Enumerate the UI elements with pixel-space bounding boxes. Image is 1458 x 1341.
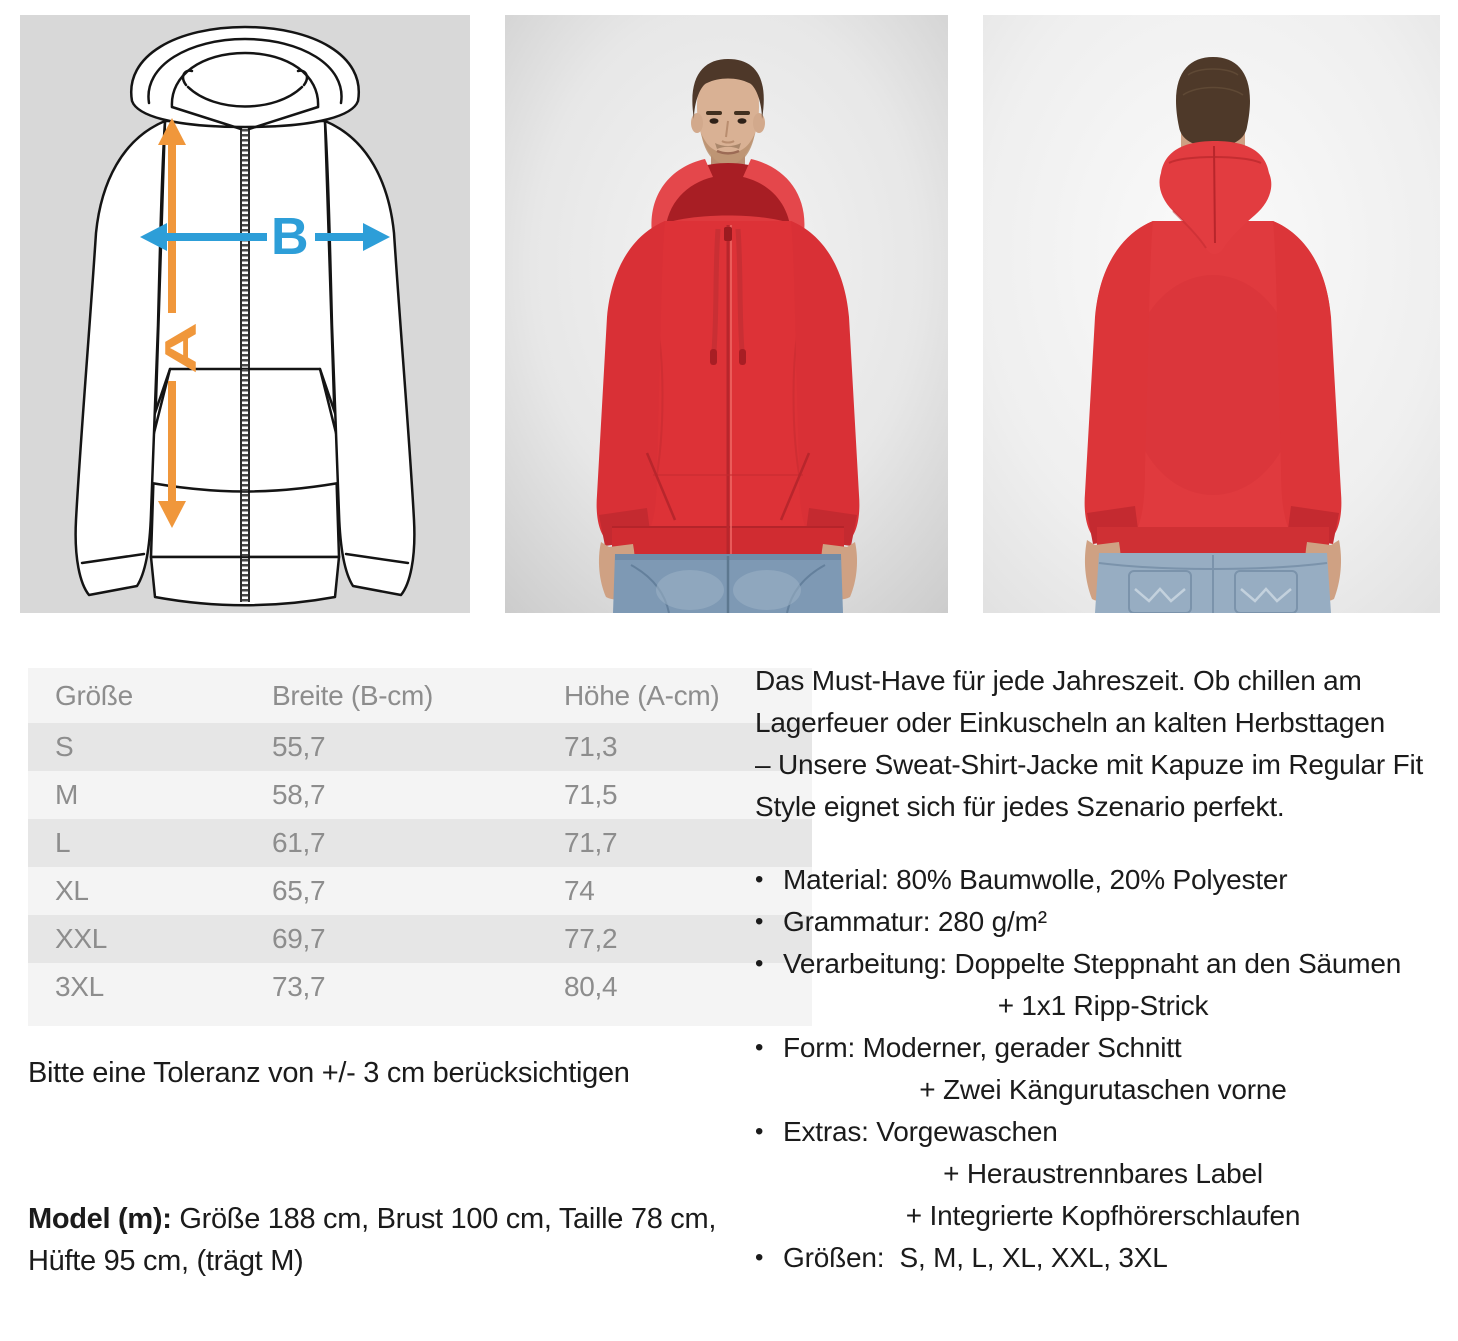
feature-item (755, 859, 1455, 901)
bullet-icon: • (755, 950, 764, 977)
table-footer-pad (28, 1011, 812, 1026)
feature-row (755, 943, 1455, 985)
value-cell: 58,7 (272, 779, 326, 810)
bullet-icon: • (755, 866, 764, 893)
table-header-row (28, 668, 812, 723)
size-table (28, 668, 812, 1026)
feature-subline: + Integrierte Kopfhörerschlaufen (905, 1200, 1301, 1231)
description-line: Das Must-Have für jede Jahreszeit. Ob chillen am (755, 665, 1362, 696)
model-front-photo (505, 15, 948, 613)
value-cell: 74 (564, 875, 595, 906)
size-diagram-panel (20, 15, 470, 613)
column-header: Breite (B-cm) (272, 679, 433, 711)
size-cell: XL (55, 875, 89, 906)
value-cell: 77,2 (564, 923, 618, 954)
feature-item (755, 1111, 1455, 1237)
size-cell: L (55, 827, 71, 858)
value-cell: 71,3 (564, 731, 618, 762)
model-info-line: Hüfte 95 cm, (trägt M) (28, 1245, 304, 1277)
description-line: Lagerfeuer oder Einkuscheln an kalten Herbsttagen (755, 707, 1385, 738)
value-cell: 71,7 (564, 827, 618, 858)
feature-item (755, 1237, 1455, 1279)
feature-subline: + Zwei Kängurutaschen vorne (919, 1074, 1287, 1105)
table-row (28, 915, 812, 963)
feature-row (755, 1111, 1455, 1153)
feature-item (755, 1027, 1455, 1111)
table-body (28, 723, 812, 1011)
tolerance-note: Bitte eine Toleranz von +/- 3 cm berücksichtigen (28, 1057, 630, 1089)
description-line: Style eignet sich für jedes Szenario perfekt. (755, 791, 1285, 822)
model-info-label: Model (m): (28, 1203, 172, 1235)
column-header: Höhe (A-cm) (564, 679, 720, 711)
size-cell: 3XL (55, 971, 104, 1002)
bullet-icon: • (755, 908, 764, 935)
front-photo-panel (505, 15, 948, 613)
product-description (755, 660, 1455, 1279)
feature-row (755, 859, 1455, 901)
bullet-icon: • (755, 1118, 764, 1145)
width-arrow-label: B (271, 208, 309, 266)
feature-text: Verarbeitung: Doppelte Steppnaht an den Säumen (783, 948, 1402, 979)
back-photo-panel (983, 15, 1440, 613)
model-info (28, 1198, 716, 1282)
feature-text: Form: Moderner, gerader Schnitt (783, 1032, 1182, 1063)
table-row (28, 723, 812, 771)
feature-row (755, 901, 1455, 943)
model-info-line: Größe 188 cm, Brust 100 cm, Taille 78 cm, (179, 1203, 717, 1235)
feature-text: Grammatur: 280 g/m² (783, 906, 1047, 937)
feature-subline: + 1x1 Ripp-Strick (997, 990, 1209, 1021)
height-arrow-label: A (155, 321, 206, 374)
feature-item (755, 943, 1455, 1027)
table-row (28, 963, 812, 1011)
value-cell: 61,7 (272, 827, 326, 858)
value-cell: 80,4 (564, 971, 618, 1002)
value-cell: 69,7 (272, 923, 326, 954)
column-header: Größe (55, 679, 133, 711)
table-row (28, 867, 812, 915)
value-cell: 71,5 (564, 779, 618, 810)
feature-row (755, 1237, 1455, 1279)
zipper-line (241, 129, 249, 602)
feature-list (755, 859, 1455, 1279)
value-cell: 65,7 (272, 875, 326, 906)
man-back (1176, 57, 1250, 149)
description-line: – Unsere Sweat-Shirt-Jacke mit Kapuze im Regular Fit (755, 749, 1424, 780)
value-cell: 55,7 (272, 731, 326, 762)
bullet-icon: • (755, 1244, 764, 1271)
feature-item (755, 901, 1455, 943)
feature-text: Größen: S, M, L, XL, XXL, 3XL (783, 1242, 1168, 1273)
model-back-photo (983, 15, 1440, 613)
size-cell: M (55, 779, 79, 810)
table-row (28, 819, 812, 867)
feature-text: Material: 80% Baumwolle, 20% Polyester (783, 864, 1288, 895)
feature-subline: + Heraustrennbares Label (943, 1158, 1263, 1189)
description-paragraph (755, 660, 1455, 828)
table-row (28, 771, 812, 819)
feature-text: Extras: Vorgewaschen (783, 1116, 1058, 1147)
size-cell: S (55, 731, 74, 762)
bullet-icon: • (755, 1034, 764, 1061)
value-cell: 73,7 (272, 971, 326, 1002)
size-cell: XXL (55, 923, 108, 954)
hoodie-measurement-diagram (20, 15, 470, 613)
feature-row (755, 1027, 1455, 1069)
